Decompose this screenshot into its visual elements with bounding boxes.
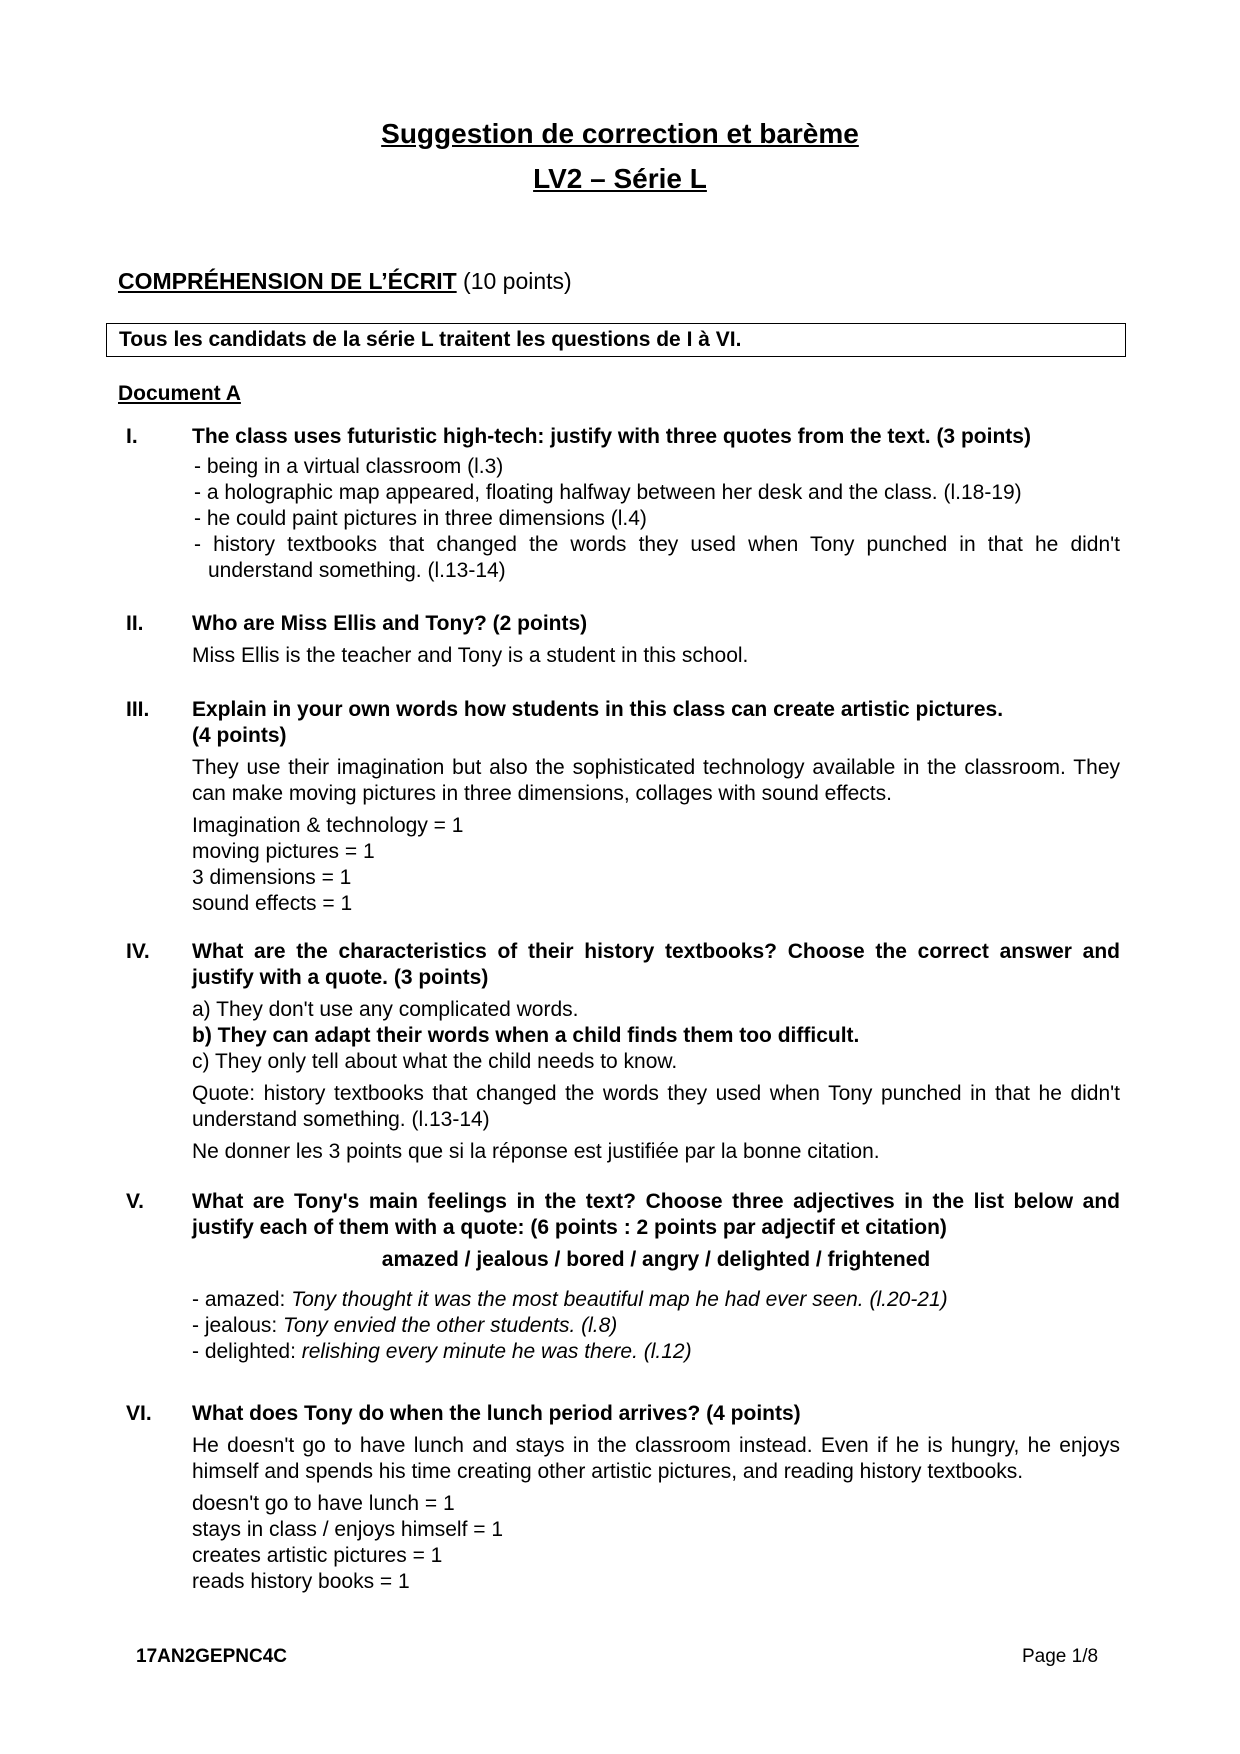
question-text: What are the characteristics of their history textbooks? Choose the correct answer and justify with a quote. (3 points) (192, 940, 1120, 989)
scoring-line: doesn't go to have lunch = 1 (192, 1492, 455, 1515)
adjective-quote: Tony thought it was the most beautiful map he had ever seen. (l.20-21) (291, 1288, 948, 1311)
answer-line (192, 1287, 1120, 1313)
grading-note: Ne donner les 3 points que si la réponse est justifiée par la bonne citation. (192, 1140, 880, 1163)
document-label: Document A (118, 382, 241, 405)
answer-line: - being in a virtual classroom (l.3) (194, 455, 504, 478)
adjective-quote: relishing every minute he was there. (l.12) (301, 1340, 692, 1363)
notice-box: Tous les candidats de la série L traitent les questions de I à VI. (106, 323, 1126, 357)
question-text: The class uses futuristic high-tech: justify with three quotes from the text. (3 points) (192, 425, 1031, 448)
scoring-line: reads history books = 1 (192, 1570, 410, 1593)
section-heading-points: (10 points) (463, 268, 572, 294)
answer-text: Miss Ellis is the teacher and Tony is a student in this school. (192, 644, 749, 667)
question-number: VI. (126, 1402, 152, 1425)
question-number: IV. (126, 940, 150, 963)
adjective-list: amazed / jealous / bored / angry / delighted / frightened (381, 1248, 931, 1271)
section-heading-label: COMPRÉHENSION DE L’ÉCRIT (118, 268, 457, 294)
question-number: II. (126, 612, 144, 635)
scoring-line: sound effects = 1 (192, 892, 353, 915)
scoring-line: moving pictures = 1 (192, 840, 375, 863)
quote-text: Quote: history textbooks that changed the words they used when Tony punched in that he didn't understand something. (l.13-14) (192, 1082, 1120, 1131)
question-points: (4 points) (192, 724, 287, 747)
question-text: Who are Miss Ellis and Tony? (2 points) (192, 612, 588, 635)
answer-line: - he could paint pictures in three dimensions (l.4) (194, 507, 647, 530)
question-number: I. (126, 425, 138, 448)
page-subtitle: LV2 – Série L (533, 163, 707, 194)
question-number: V. (126, 1190, 144, 1213)
adjective-label: - amazed: (192, 1288, 292, 1311)
question-text: What does Tony do when the lunch period arrives? (4 points) (192, 1402, 801, 1425)
page-number: Page 1/8 (1022, 1646, 1099, 1667)
answer-line: - a holographic map appeared, floating halfway between her desk and the class. (l.18-19) (194, 481, 1022, 504)
scoring-line: creates artistic pictures = 1 (192, 1544, 443, 1567)
answer-option: c) They only tell about what the child needs to know. (192, 1050, 678, 1073)
answer-option-correct: b) They can adapt their words when a child finds them too difficult. (192, 1024, 860, 1047)
answer-line (192, 1339, 1120, 1365)
question-text: What are Tony's main feelings in the text? Choose three adjectives in the list below and justify each of them with a quote: (6 points : 2 points par adjectif et citation) (192, 1190, 1120, 1239)
adjective-label: - delighted: (192, 1340, 302, 1363)
answer-text: They use their imagination but also the sophisticated technology available in the classroom. They can make moving pictures in three dimensions, collages with sound effects. (192, 756, 1120, 805)
answer-text: He doesn't go to have lunch and stays in the classroom instead. Even if he is hungry, he enjoys himself and spends his time creating other artistic pictures, and reading history textbooks. (192, 1434, 1120, 1483)
section-heading (118, 268, 572, 295)
answer-line: - history textbooks that changed the words they used when Tony punched in that he didn't understand something. (l.13-14) (194, 533, 1120, 582)
question-number: III. (126, 698, 150, 721)
question-text: Explain in your own words how students in this class can create artistic pictures. (192, 698, 1004, 721)
document-code: 17AN2GEPNC4C (136, 1646, 287, 1667)
scoring-line: 3 dimensions = 1 (192, 866, 352, 889)
answer-line (192, 1313, 1120, 1339)
scoring-line: stays in class / enjoys himself = 1 (192, 1518, 504, 1541)
adjective-quote: Tony envied the other students. (l.8) (283, 1314, 618, 1337)
answer-option: a) They don't use any complicated words. (192, 998, 579, 1021)
page-title: Suggestion de correction et barème (381, 118, 859, 149)
scoring-line: Imagination & technology = 1 (192, 814, 464, 837)
adjective-label: - jealous: (192, 1314, 284, 1337)
